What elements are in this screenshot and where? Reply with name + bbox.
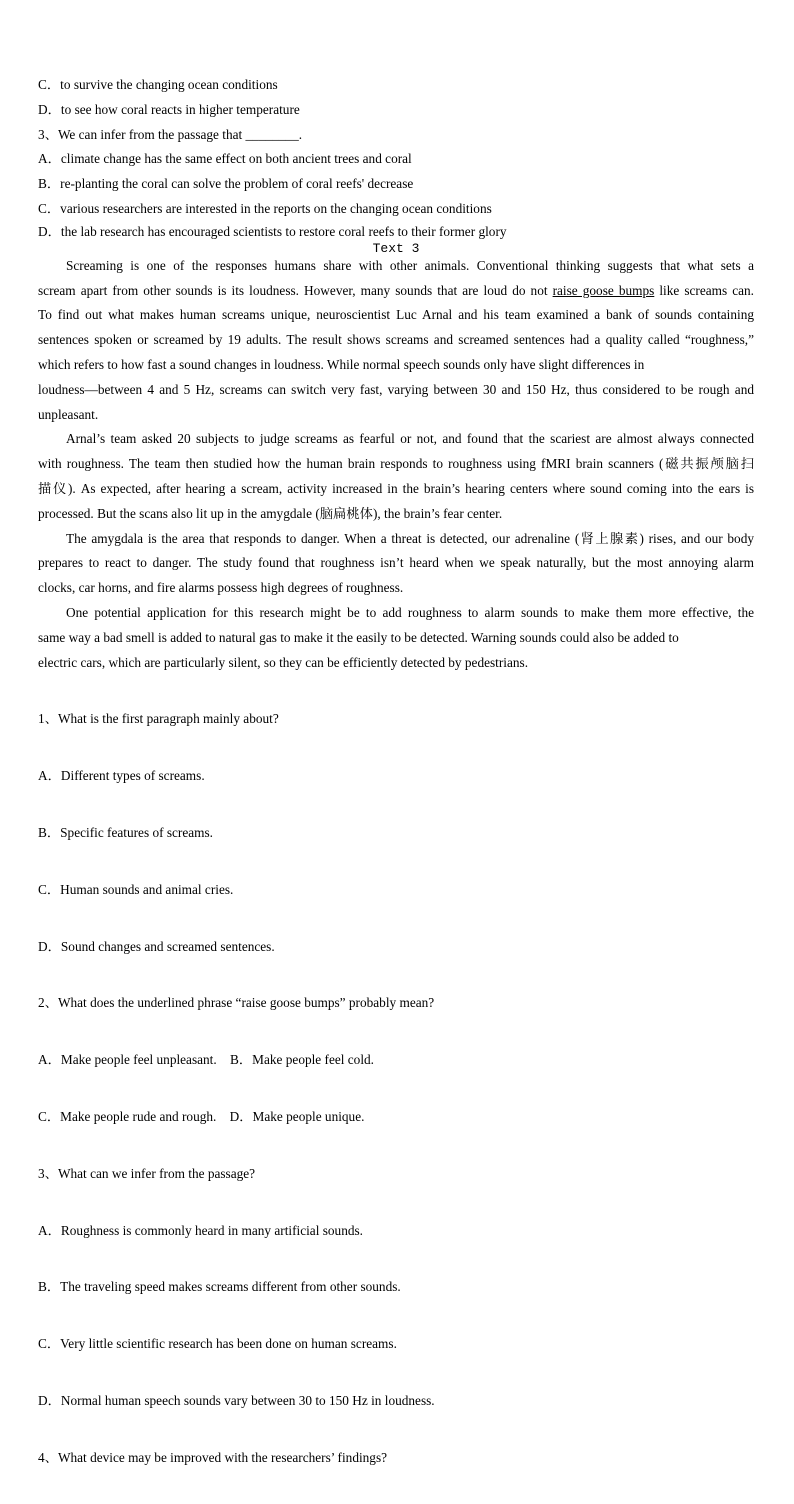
passage-line: with roughness. The team then studied how the human brain responds to roughness using fMRI brain scanners (磁共振颅脑扫 xyxy=(38,456,754,472)
text-segment: scream apart from other sounds is its loudness. However, many sounds that are loud do not xyxy=(38,282,553,298)
passage-line: clocks, car horns, and fire alarms possess high degrees of roughness. xyxy=(38,580,404,596)
passage-line: The amygdala is the area that responds to danger. When a threat is detected, our adrenaline (肾上腺素) rises, and our body xyxy=(66,530,754,546)
option-line: C．Human sounds and animal cries. xyxy=(38,881,234,897)
passage-line xyxy=(38,281,754,306)
option-line: D．the lab research has encouraged scientists to restore coral reefs to their former glory xyxy=(38,223,507,239)
passage-line: Arnal’s team asked 20 subjects to judge screams as fearful or not, and found that the scariest are almost always connected xyxy=(66,431,754,447)
option-line: D．Sound changes and screamed sentences. xyxy=(38,938,275,954)
option-line: A．Different types of screams. xyxy=(38,768,205,784)
option-line: B．re-planting the coral can solve the problem of coral reefs' decrease xyxy=(38,176,414,192)
passage-line: same way a bad smell is added to natural gas to make it the easily to be detected. Warning sounds could also be added to xyxy=(38,629,679,645)
option-line: C．Very little scientific research has been done on human screams. xyxy=(38,1336,397,1352)
passage-paragraph-4 xyxy=(38,603,754,677)
text-segment: like screams can. xyxy=(654,282,754,298)
option-line: D．Normal human speech sounds vary between 30 to 150 Hz in loudness. xyxy=(38,1392,435,1408)
option-line: D．to see how coral reacts in higher temperature xyxy=(38,101,300,117)
question-line: 3、What can we infer from the passage? xyxy=(38,1165,256,1181)
passage-line: Screaming is one of the responses humans share with other animals. Conventional thinking suggests that what sets a xyxy=(66,257,754,273)
option-line: C．Make people rude and rough. D．Make people unique. xyxy=(38,1108,365,1124)
option-line: B．Specific features of screams. xyxy=(38,824,214,840)
document-page xyxy=(38,75,754,1504)
question-line: 3、We can infer from the passage that ________. xyxy=(38,126,303,142)
question-line: 1、What is the first paragraph mainly about? xyxy=(38,711,279,727)
passage-line: sentences spoken or screamed by 19 adults. The result shows screams and screamed sentences had a quality called “roughness,” xyxy=(38,332,754,348)
passage-line: loudness—between 4 and 5 Hz, screams can switch very fast, varying between 30 and 150 Hz, thus considered to be rough and xyxy=(38,381,754,397)
underlined-phrase: raise goose bumps xyxy=(552,282,655,298)
option-line: C．various researchers are interested in the reports on the changing ocean conditions xyxy=(38,200,492,216)
previous-question-options xyxy=(38,75,754,239)
section-title: Text 3 xyxy=(372,240,420,256)
passage-line: To find out what makes human screams unique, neuroscientist Luc Arnal and his team examined a bank of sounds containing xyxy=(38,307,754,323)
question-line: 2、What does the underlined phrase “raise goose bumps” probably mean? xyxy=(38,995,435,1011)
option-line: B．The traveling speed makes screams different from other sounds. xyxy=(38,1279,401,1295)
passage-line: One potential application for this research might be to add roughness to alarm sounds to make them more effective, the xyxy=(66,604,754,620)
option-line: A．climate change has the same effect on both ancient trees and coral xyxy=(38,151,412,167)
option-line: A．Make people feel unpleasant. B．Make people feel cold. xyxy=(38,1052,374,1068)
passage-line: electric cars, which are particularly silent, so they can be efficiently detected by pedestrians. xyxy=(38,654,529,670)
passage-line: unpleasant. xyxy=(38,406,99,422)
passage-line: 描仪). As expected, after hearing a scream, activity increased in the brain’s hearing centers where sound coming into the ears is xyxy=(38,480,754,496)
option-line: C．to survive the changing ocean conditions xyxy=(38,77,278,92)
passage-line: prepares to react to danger. The study found that roughness isn’t heard when we speak naturally, but the most annoying alarm xyxy=(38,555,754,571)
passage-paragraph-3 xyxy=(38,529,754,603)
passage-paragraph-1 xyxy=(38,256,754,430)
questions xyxy=(38,677,754,1504)
option-line: A．Roughness is commonly heard in many artificial sounds. xyxy=(38,1222,363,1238)
question-line: 4、What device may be improved with the researchers’ findings? xyxy=(38,1449,388,1465)
passage-line: which refers to how fast a sound changes in loudness. While normal speech sounds only have slight differences in xyxy=(38,356,645,372)
passage-paragraph-2 xyxy=(38,429,754,528)
passage-line: processed. But the scans also lit up in the amygdale (脑扁桃体), the brain’s fear center. xyxy=(38,505,503,521)
